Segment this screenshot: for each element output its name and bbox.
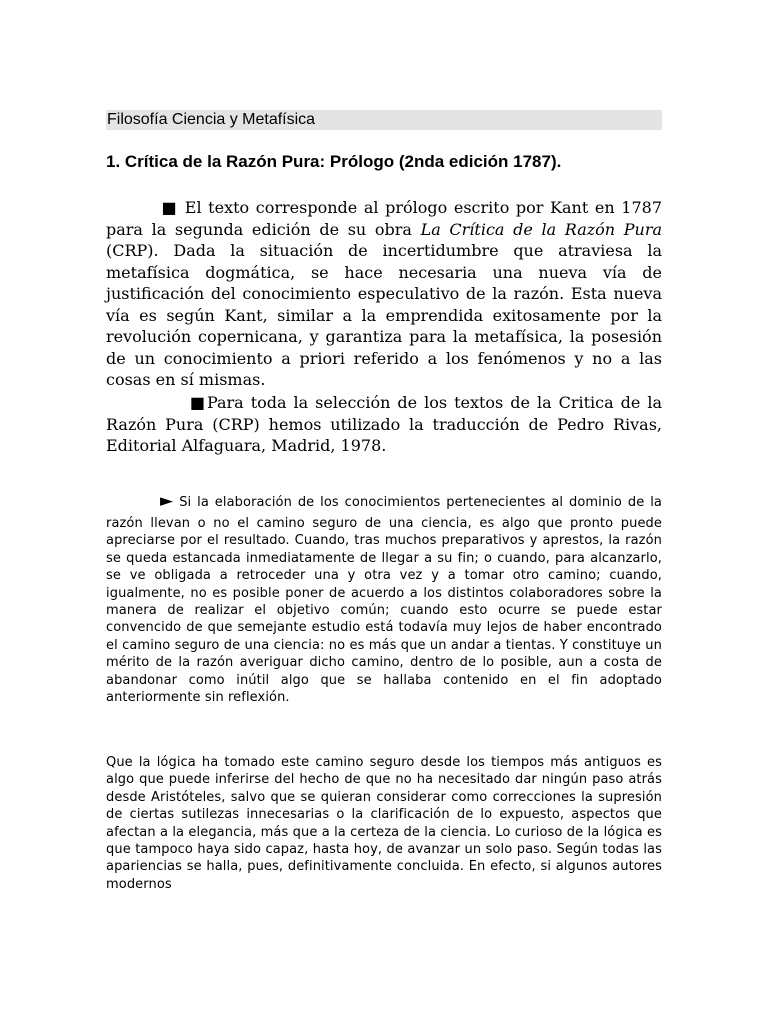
text-paragraph-2: Que la lógica ha tomado este camino seguro desde los tiempos más antiguos es algo que puede inferirse del hecho de que no ha necesitado dar ningún paso atrás desde Aristóteles, salvo que se quieran considerar como correcciones la supresión de ciertas sutilezas innecesarias o la clarificación de lo expuesto, aspectos que afectan a la elegancia, más que a la certeza de la ciencia. Lo curioso de la lógica es que tampoco haya sido capaz, hasta hoy, de avanzar un solo paso. Según todas las apariencias se halla, pues, definitivamente concluida. En efecto, si algunos autores modernos — [106, 755, 662, 892]
section-heading: 1. Crítica de la Razón Pura: Prólogo (2nda edición 1787). — [106, 152, 562, 171]
bullet-square-icon: ■ — [188, 393, 207, 412]
intro-paragraph — [106, 197, 662, 391]
translation-note — [106, 392, 662, 457]
bullet-square-icon: ■ — [160, 198, 179, 217]
play-arrow-icon: ► — [160, 491, 174, 511]
paragraph-1-first-line — [106, 491, 622, 511]
paragraph-1-body: de la razón llevan o no el camino seguro de una ciencia, es algo que pronto puede apreciarse por el resultado. Cuando, tras muchos preparativos y aprestos, la razón se queda estancada inmediatamente de llegar a su fin; o cuando, para alcanzarlo, se ve obligada a retroceder una y otra vez y a tomar otro camino; cuando, igualmente, no es posible poner de acuerdo a los distintos colaboradores sobre la manera de realizar el objetivo común; cuando esto ocurre se puede estar convencido de que semejante estudio está todavía muy lejos de haber encontrado el camino seguro de una ciencia: no es más que un andar a tientas. Y constituye un mérito de la razón averiguar dicho camino, dentro de lo posible, aun a costa de abandonar como inútil algo que se hallaba contenido en el fin adoptado anteriormente sin reflexión. — [106, 495, 662, 706]
paragraph-1-opening: Si la elaboración de los conocimientos pertenecientes al dominio — [179, 495, 622, 510]
text-paragraph-1 — [106, 491, 662, 706]
document-header: Filosofía Ciencia y Metafísica — [107, 111, 316, 128]
book-title: La Crítica de la Razón Pura — [420, 219, 663, 239]
intro-text: El texto corresponde al prólogo escrito por Kant en 1787 para la segunda edición de su obra — [106, 198, 662, 239]
translation-note-text: Para toda la selección de los textos de la Critica de la Razón Pura (CRP) hemos utilizado la traducción de Pedro Rivas, Editorial Alfaguara, Madrid, 1978. — [106, 393, 662, 455]
intro-text-continued: (CRP). Dada la situación de incertidumbre que atraviesa la metafísica dogmática, se hace necesaria una nueva vía de justificación del conocimiento especulativo de la razón. Esta nueva vía es según Kant, similar a la emprendida exitosamente por la revolución copernicana, y garantiza para la metafísica, la posesión de un conocimiento a priori referido a los fenómenos y no a las cosas en sí mismas. — [106, 241, 662, 389]
